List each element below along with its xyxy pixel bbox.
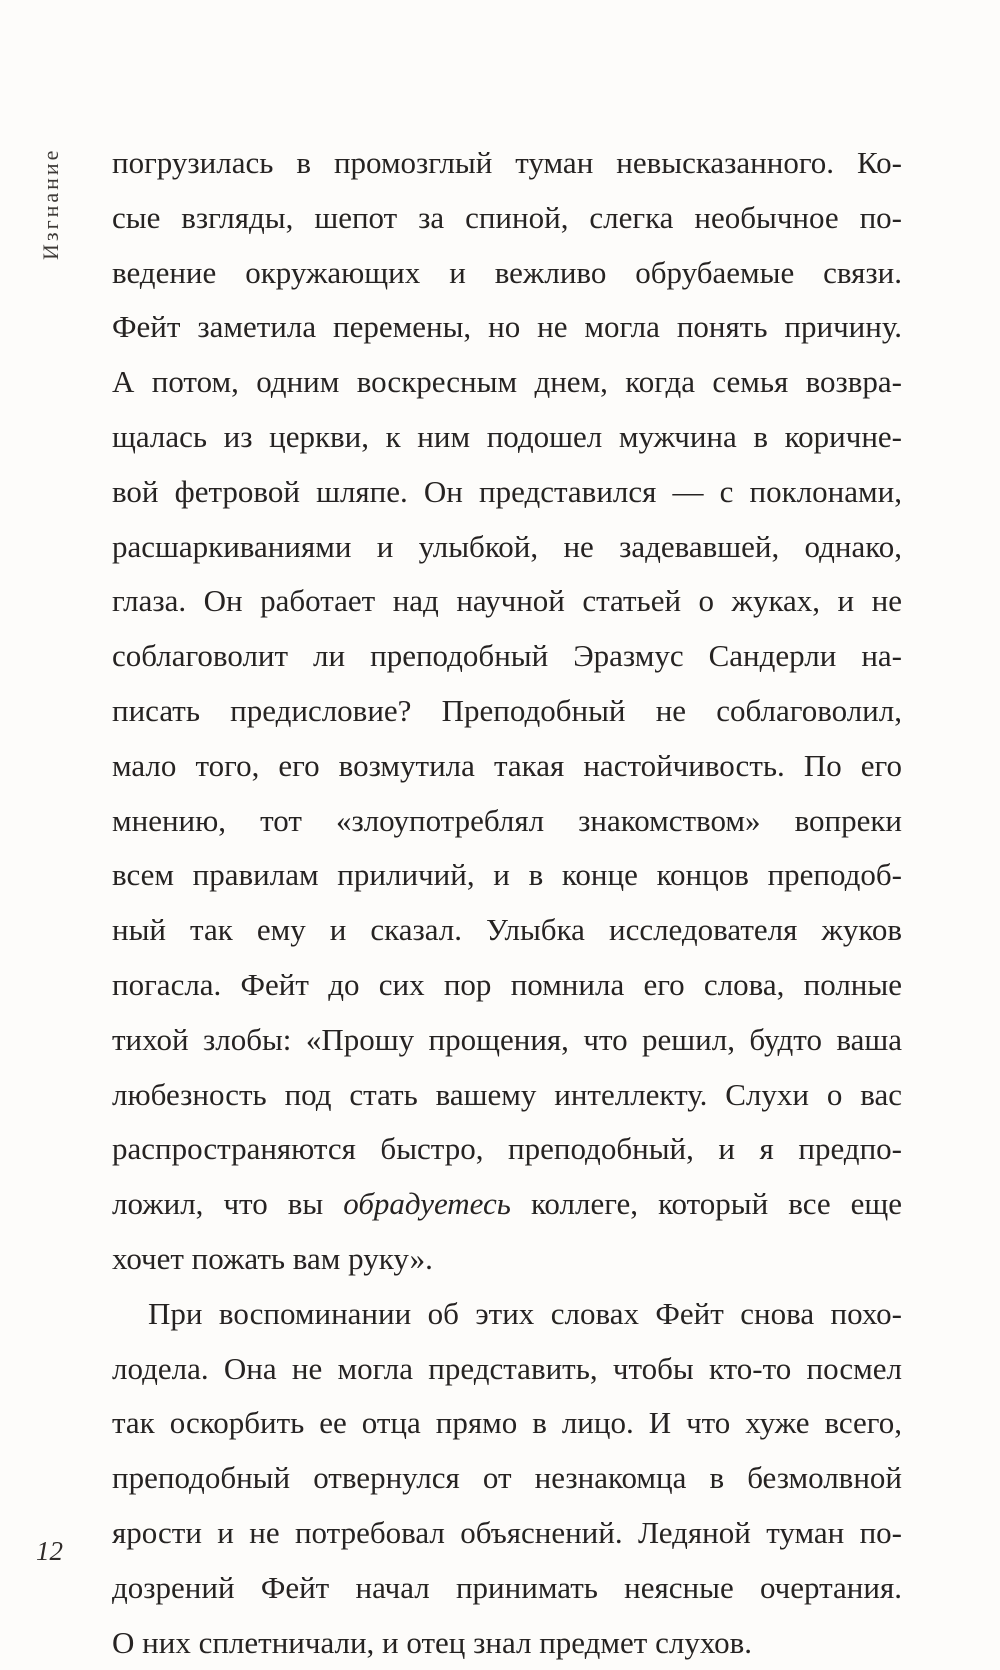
text-line: мало того, его возмутила такая настойчивость. По его [112, 747, 902, 783]
text-line: тихой злобы: «Прошу прощения, что решил, будто ваша [112, 1021, 902, 1057]
text-line: соблаговолит ли преподобный Эразмус Сандерли на- [112, 638, 902, 674]
text-line: щалась из церкви, к ним подошел мужчина в коричне- [112, 418, 902, 454]
text-line: лодела. Она не могла представить, чтобы кто-то посмел [112, 1350, 902, 1386]
text-line: глаза. Он работает над научной статьей о жуках, и не [112, 583, 902, 619]
text-fragment: коллеге, который все еще [510, 1186, 903, 1222]
running-head: Изгнание [38, 148, 63, 261]
text-line: так оскорбить ее отца прямо в лицо. И что хуже всего, [112, 1405, 902, 1441]
paragraph-end-line: хочет пожать вам руку». [112, 1240, 433, 1276]
text-line: погасла. Фейт до сих пор помнила его слова, полные [112, 966, 902, 1002]
text-line: ведение окружающих и вежливо обрубаемые связи. [112, 254, 902, 290]
text-line: писать предисловие? Преподобный не соблаговолил, [112, 692, 902, 728]
text-line: распространяются быстро, преподобный, и я предпо- [112, 1131, 902, 1167]
text-line: вой фетровой шляпе. Он представился — с поклонами, [112, 473, 902, 509]
text-line: ярости и не потребовал объяснений. Ледяной туман по- [112, 1514, 902, 1550]
text-line: Фейт заметила перемены, но не могла понять причину. [112, 309, 902, 345]
paragraph-first-line: При воспоминании об этих словах Фейт снова похо- [148, 1295, 902, 1331]
text-line: сые взгляды, шепот за спиной, слегка необычное по- [112, 199, 902, 235]
emphasized-word: обрадуетесь [343, 1186, 511, 1222]
text-line: любезность под стать вашему интеллекту. Слухи о вас [112, 1076, 902, 1112]
text-line: А потом, одним воскресным днем, когда семья возвра- [112, 364, 902, 400]
text-line: всем правилам приличий, и в конце концов преподоб- [112, 857, 902, 893]
text-line-with-emphasis [112, 1177, 902, 1232]
page-number: 12 [36, 1536, 63, 1566]
text-line: преподобный отвернулся от незнакомца в безмолвной [112, 1460, 902, 1496]
text-line: ный так ему и сказал. Улыбка исследователя жуков [112, 912, 902, 948]
text-line: расшаркиваниями и улыбкой, не задевавшей, однако, [112, 528, 902, 564]
body-text [112, 136, 902, 1670]
text-fragment: ложил, что вы [112, 1186, 344, 1222]
text-line: мнению, тот «злоупотреблял знакомством» вопреки [112, 802, 902, 838]
paragraph-end-line: О них сплетничали, и отец знал предмет слухов. [112, 1624, 753, 1660]
text-line: дозрений Фейт начал принимать неясные очертания. [112, 1569, 902, 1605]
text-line: погрузилась в промозглый туман невысказанного. Ко- [112, 145, 902, 180]
